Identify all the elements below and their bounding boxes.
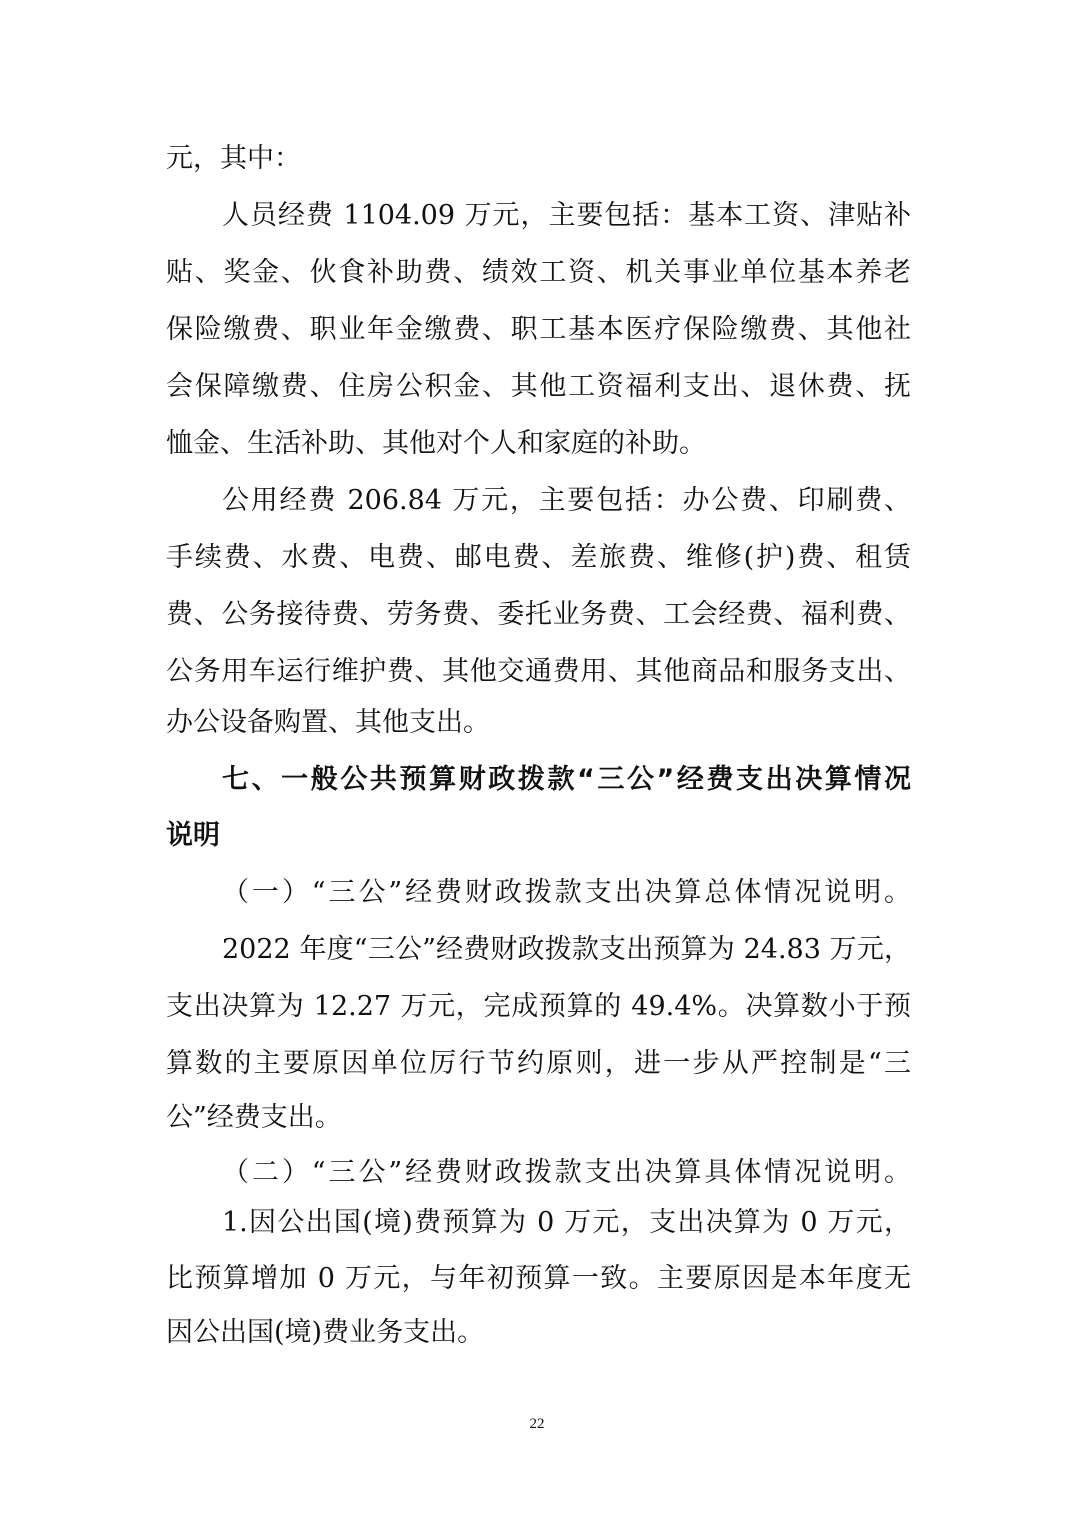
text-line: 元，其中： — [166, 143, 301, 174]
paragraph-overall: 2022 年度“三公”经费财政拨款支出预算为 24.83 万元， — [222, 934, 911, 965]
paragraph-public-expenses: 公用经费 206.84 万元，主要包括：办公费、印刷费、 — [222, 485, 911, 516]
text-line: 因公出国(境)费业务支出。 — [166, 1317, 485, 1348]
text-line: 公”经费支出。 — [166, 1102, 342, 1133]
paragraph-personnel-expenses: 人员经费 1104.09 万元，主要包括：基本工资、津贴补 — [222, 200, 911, 231]
section-heading-cont: 说明 — [166, 820, 220, 851]
text-line: 手续费、水费、电费、邮电费、差旅费、维修(护)费、租赁 — [166, 542, 911, 573]
text-line: 比预算增加 0 万元，与年初预算一致。主要原因是本年度无 — [166, 1263, 911, 1294]
page-number: 22 — [529, 1416, 545, 1432]
subsection-heading-2: （二）“三公”经费财政拨款支出决算具体情况说明。 — [222, 1157, 911, 1188]
text-line: 公务用车运行维护费、其他交通费用、其他商品和服务支出、 — [166, 656, 911, 687]
text-line: 支出决算为 12.27 万元，完成预算的 49.4%。决算数小于预 — [166, 991, 911, 1022]
text-line: 保险缴费、职业年金缴费、职工基本医疗保险缴费、其他社 — [166, 314, 911, 345]
text-line: 恤金、生活补助、其他对个人和家庭的补助。 — [166, 428, 706, 459]
text-line: 会保障缴费、住房公积金、其他工资福利支出、退休费、抚 — [166, 371, 911, 402]
subsection-heading-1: （一）“三公”经费财政拨款支出决算总体情况说明。 — [222, 877, 911, 908]
paragraph-overseas-travel: 1.因公出国(境)费预算为 0 万元，支出决算为 0 万元， — [222, 1207, 911, 1238]
text-line: 贴、奖金、伙食补助费、绩效工资、机关事业单位基本养老 — [166, 257, 911, 288]
text-line: 费、公务接待费、劳务费、委托业务费、工会经费、福利费、 — [166, 599, 911, 630]
section-heading: 七、一般公共预算财政拨款“三公”经费支出决算情况 — [222, 764, 911, 795]
text-line: 办公设备购置、其他支出。 — [166, 707, 490, 738]
text-line: 算数的主要原因单位厉行节约原则，进一步从严控制是“三 — [166, 1048, 911, 1079]
